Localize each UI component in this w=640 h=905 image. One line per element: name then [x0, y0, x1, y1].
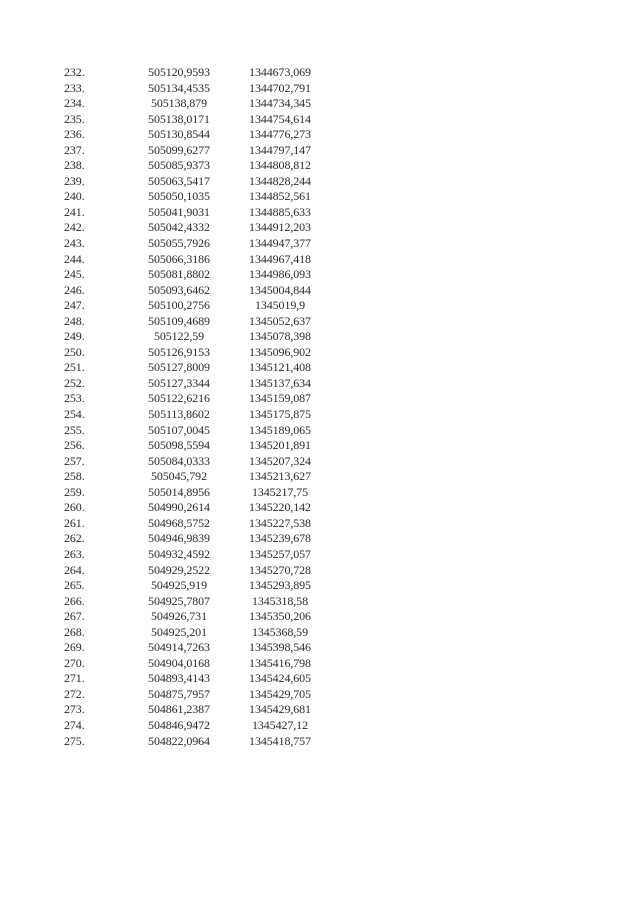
point-number: 259. — [64, 484, 85, 499]
y-coordinate: 1345270,728 — [249, 562, 311, 577]
table-row — [64, 469, 364, 485]
x-coordinate: 505093,6462 — [148, 282, 210, 297]
y-coordinate: 1345424,605 — [249, 671, 311, 686]
point-number: 235. — [64, 111, 85, 126]
x-coordinate: 505120,9593 — [148, 65, 210, 79]
table-row — [64, 127, 364, 143]
y-coordinate: 1345398,546 — [249, 640, 311, 655]
y-coordinate: 1345416,798 — [249, 655, 311, 670]
y-coordinate: 1344808,812 — [249, 158, 311, 173]
table-row — [64, 376, 364, 392]
table-row — [64, 267, 364, 283]
table-row — [64, 485, 364, 501]
table-row — [64, 625, 364, 641]
x-coordinate: 505014,8956 — [148, 484, 210, 499]
x-coordinate: 504893,4143 — [148, 671, 210, 686]
y-coordinate: 1345019,9 — [254, 298, 306, 313]
point-number: 249. — [64, 329, 85, 344]
table-row — [64, 516, 364, 532]
table-row — [64, 174, 364, 190]
table-row — [64, 96, 364, 112]
x-coordinate: 505099,6277 — [148, 142, 210, 157]
y-coordinate: 1345189,065 — [249, 422, 311, 437]
x-coordinate: 504904,0168 — [148, 655, 210, 670]
point-number: 267. — [64, 609, 85, 624]
point-number: 273. — [64, 702, 85, 717]
point-number: 265. — [64, 578, 85, 593]
point-number: 237. — [64, 142, 85, 157]
table-row — [64, 718, 364, 734]
table-row — [64, 189, 364, 205]
point-number: 245. — [64, 267, 85, 282]
point-number: 232. — [64, 65, 85, 79]
table-row — [64, 329, 364, 345]
point-number: 243. — [64, 236, 85, 251]
y-coordinate: 1345368,59 — [251, 624, 308, 639]
y-coordinate: 1344734,345 — [249, 96, 311, 111]
table-row — [64, 252, 364, 268]
x-coordinate: 505126,9153 — [148, 344, 210, 359]
x-coordinate: 504846,9472 — [148, 717, 210, 732]
point-number: 274. — [64, 717, 85, 732]
x-coordinate: 504925,919 — [150, 578, 207, 593]
point-number: 239. — [64, 173, 85, 188]
x-coordinate: 505055,7926 — [148, 236, 210, 251]
y-coordinate: 1345429,705 — [249, 686, 311, 701]
point-number: 261. — [64, 515, 85, 530]
table-row — [64, 112, 364, 128]
table-row — [64, 563, 364, 579]
x-coordinate: 504926,731 — [150, 609, 207, 624]
table-row — [64, 283, 364, 299]
point-number: 242. — [64, 220, 85, 235]
table-row — [64, 423, 364, 439]
x-coordinate: 505045,792 — [150, 469, 207, 484]
point-number: 252. — [64, 375, 85, 390]
point-number: 256. — [64, 438, 85, 453]
x-coordinate: 504925,7807 — [148, 593, 210, 608]
point-number: 244. — [64, 251, 85, 266]
point-number: 240. — [64, 189, 85, 204]
y-coordinate: 1345137,634 — [249, 375, 311, 390]
point-number: 271. — [64, 671, 85, 686]
x-coordinate: 505122,6216 — [148, 391, 210, 406]
y-coordinate: 1344885,633 — [249, 204, 311, 219]
table-row — [64, 640, 364, 656]
y-coordinate: 1345078,398 — [249, 329, 311, 344]
table-row — [64, 81, 364, 97]
table-row — [64, 438, 364, 454]
y-coordinate: 1345429,681 — [249, 702, 311, 717]
point-number: 257. — [64, 453, 85, 468]
point-number: 260. — [64, 500, 85, 515]
x-coordinate: 504925,201 — [150, 624, 207, 639]
x-coordinate: 504968,5752 — [148, 515, 210, 530]
x-coordinate: 504932,4592 — [148, 546, 210, 561]
x-coordinate: 504875,7957 — [148, 686, 210, 701]
point-number: 253. — [64, 391, 85, 406]
table-row — [64, 609, 364, 625]
point-number: 248. — [64, 313, 85, 328]
table-row — [64, 578, 364, 594]
point-number: 264. — [64, 562, 85, 577]
y-coordinate: 1344797,147 — [249, 142, 311, 157]
point-number: 247. — [64, 298, 85, 313]
x-coordinate: 505041,9031 — [148, 204, 210, 219]
y-coordinate: 1344986,093 — [249, 267, 311, 282]
table-row — [64, 360, 364, 376]
table-row — [64, 671, 364, 687]
x-coordinate: 505113,8602 — [148, 407, 210, 422]
table-row — [64, 236, 364, 252]
x-coordinate: 505100,2756 — [148, 298, 210, 313]
x-coordinate: 505138,879 — [150, 96, 207, 111]
point-number: 270. — [64, 655, 85, 670]
y-coordinate: 1345207,324 — [249, 453, 311, 468]
table-row — [64, 531, 364, 547]
table-row — [64, 702, 364, 718]
y-coordinate: 1345239,678 — [249, 531, 311, 546]
x-coordinate: 505122,59 — [153, 329, 205, 344]
y-coordinate: 1344852,561 — [249, 189, 311, 204]
y-coordinate: 1345318,58 — [251, 593, 308, 608]
y-coordinate: 1345159,087 — [249, 391, 311, 406]
point-number: 269. — [64, 640, 85, 655]
y-coordinate: 1344912,203 — [249, 220, 311, 235]
x-coordinate: 505138,0171 — [148, 111, 210, 126]
y-coordinate: 1345175,875 — [249, 407, 311, 422]
point-number: 255. — [64, 422, 85, 437]
point-number: 275. — [64, 733, 85, 748]
table-row — [64, 65, 364, 81]
table-row — [64, 314, 364, 330]
table-row — [64, 687, 364, 703]
point-number: 241. — [64, 204, 85, 219]
y-coordinate: 1345350,206 — [249, 609, 311, 624]
x-coordinate: 505066,3186 — [148, 251, 210, 266]
y-coordinate: 1344947,377 — [249, 236, 311, 251]
point-number: 234. — [64, 96, 85, 111]
x-coordinate: 504822,0964 — [148, 733, 210, 748]
y-coordinate: 1345220,142 — [249, 500, 311, 515]
table-row — [64, 205, 364, 221]
y-coordinate: 1344673,069 — [249, 65, 311, 79]
y-coordinate: 1345052,637 — [249, 313, 311, 328]
table-row — [64, 391, 364, 407]
point-number: 250. — [64, 344, 85, 359]
y-coordinate: 1345217,75 — [251, 484, 308, 499]
point-number: 266. — [64, 593, 85, 608]
x-coordinate: 505063,5417 — [148, 173, 210, 188]
y-coordinate: 1345257,057 — [249, 546, 311, 561]
x-coordinate: 505084,0333 — [148, 453, 210, 468]
y-coordinate: 1344967,418 — [249, 251, 311, 266]
table-row — [64, 143, 364, 159]
point-number: 262. — [64, 531, 85, 546]
table-row — [64, 547, 364, 563]
y-coordinate: 1345004,844 — [249, 282, 311, 297]
y-coordinate: 1345418,757 — [249, 733, 311, 748]
x-coordinate: 504990,2614 — [148, 500, 210, 515]
table-row — [64, 454, 364, 470]
y-coordinate: 1345213,627 — [249, 469, 311, 484]
y-coordinate: 1345293,895 — [249, 578, 311, 593]
table-row — [64, 407, 364, 423]
x-coordinate: 504929,2522 — [148, 562, 210, 577]
table-row — [64, 158, 364, 174]
point-number: 233. — [64, 80, 85, 95]
y-coordinate: 1345096,902 — [249, 344, 311, 359]
y-coordinate: 1344754,614 — [249, 111, 311, 126]
point-number: 251. — [64, 360, 85, 375]
y-coordinate: 1345227,538 — [249, 515, 311, 530]
point-number: 272. — [64, 686, 85, 701]
y-coordinate: 1344776,273 — [249, 127, 311, 142]
x-coordinate: 504914,7263 — [148, 640, 210, 655]
x-coordinate: 505098,5594 — [148, 438, 210, 453]
table-row — [64, 734, 364, 750]
x-coordinate: 504946,9839 — [148, 531, 210, 546]
point-number: 238. — [64, 158, 85, 173]
point-number: 236. — [64, 127, 85, 142]
table-row — [64, 500, 364, 516]
y-coordinate: 1345201,891 — [249, 438, 311, 453]
y-coordinate: 1344828,244 — [249, 173, 311, 188]
table-row — [64, 656, 364, 672]
y-coordinate: 1345121,408 — [249, 360, 311, 375]
x-coordinate: 505107,0045 — [148, 422, 210, 437]
x-coordinate: 505109,4689 — [148, 313, 210, 328]
point-number: 246. — [64, 282, 85, 297]
x-coordinate: 505127,8009 — [148, 360, 210, 375]
x-coordinate: 505085,9373 — [148, 158, 210, 173]
x-coordinate: 505127,3344 — [148, 375, 210, 390]
x-coordinate: 505081,8802 — [148, 267, 210, 282]
point-number: 258. — [64, 469, 85, 484]
coordinate-table — [64, 65, 364, 749]
x-coordinate: 505134,4535 — [148, 80, 210, 95]
x-coordinate: 505050,1035 — [148, 189, 210, 204]
point-number: 268. — [64, 624, 85, 639]
point-number: 254. — [64, 407, 85, 422]
y-coordinate: 1345427,12 — [251, 717, 308, 732]
point-number: 263. — [64, 546, 85, 561]
table-row — [64, 220, 364, 236]
x-coordinate: 505130,8544 — [148, 127, 210, 142]
x-coordinate: 505042,4332 — [148, 220, 210, 235]
table-row — [64, 594, 364, 610]
table-row — [64, 345, 364, 361]
x-coordinate: 504861,2387 — [148, 702, 210, 717]
y-coordinate: 1344702,791 — [249, 80, 311, 95]
table-row — [64, 298, 364, 314]
